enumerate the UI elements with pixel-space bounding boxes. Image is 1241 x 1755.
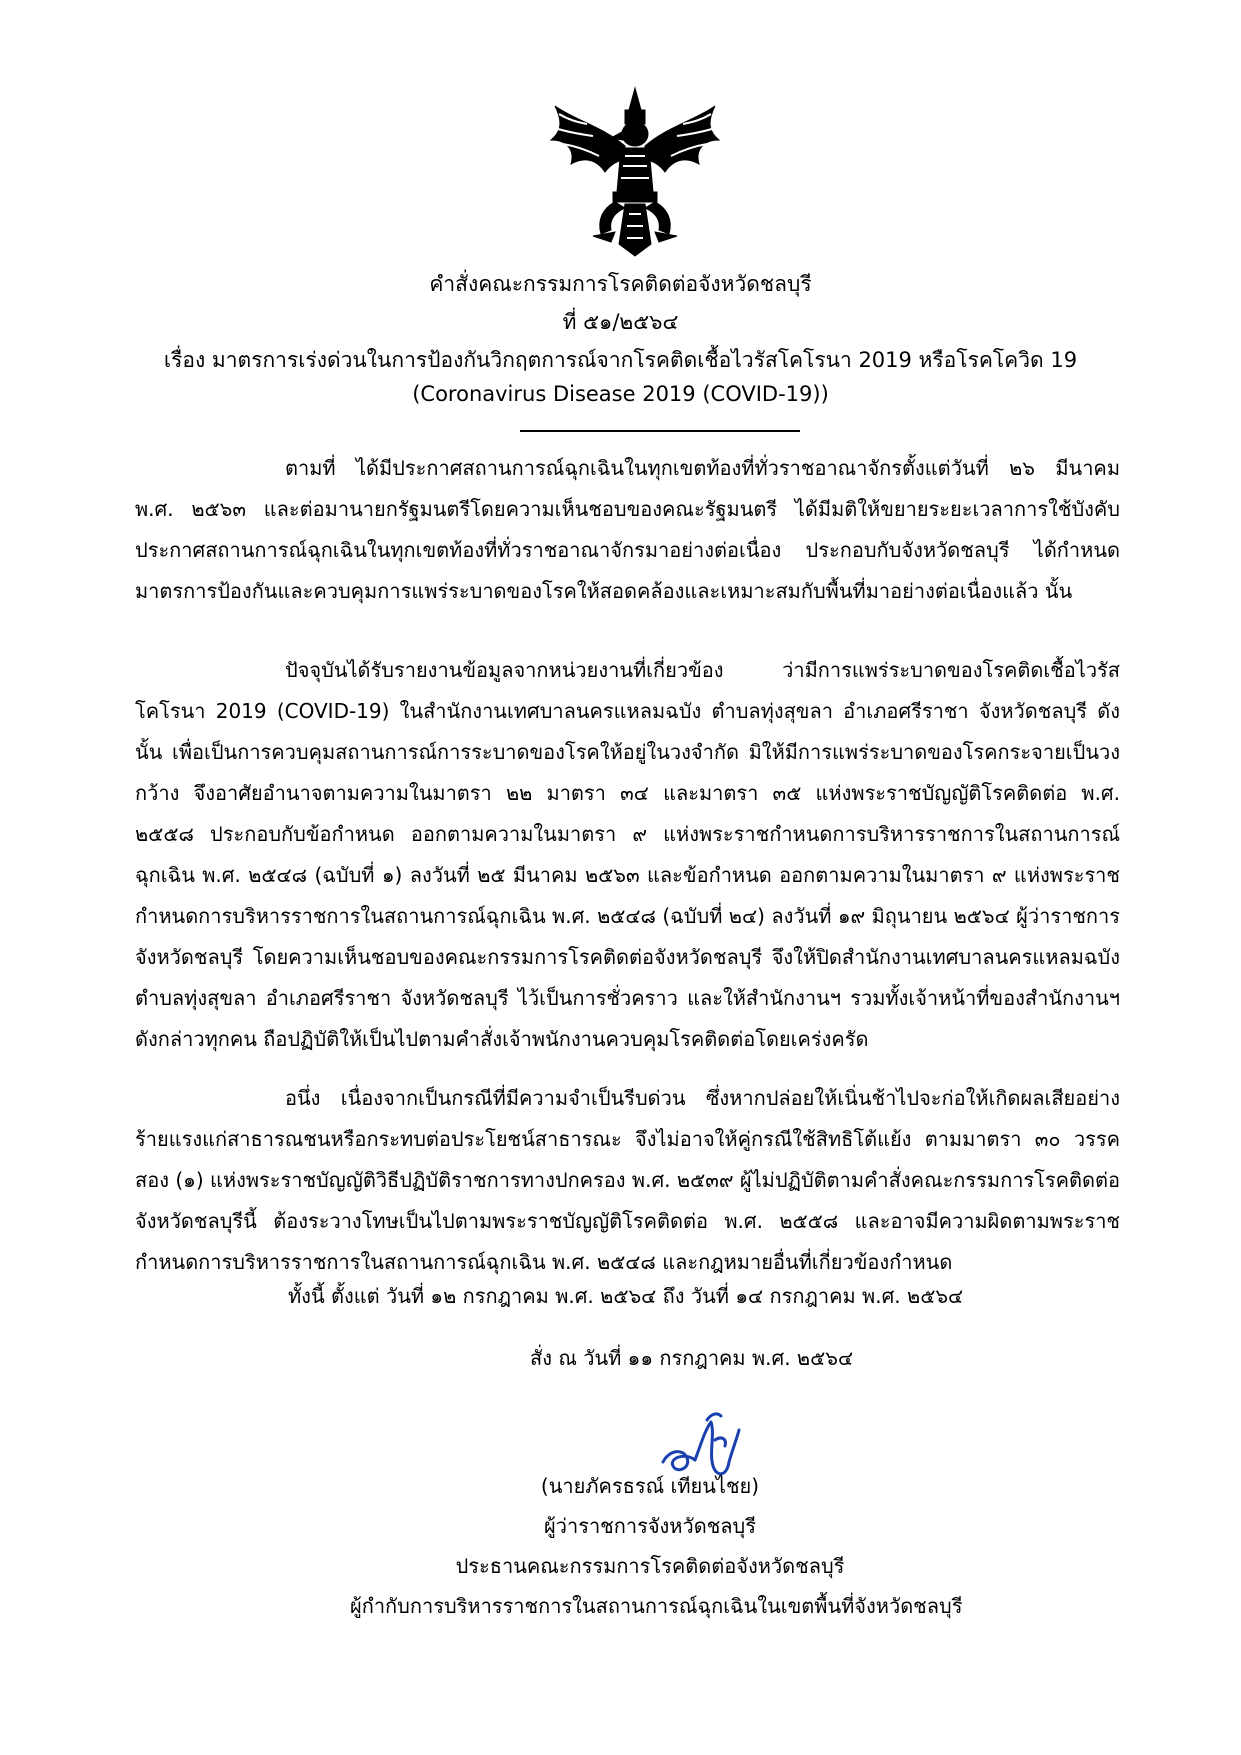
paragraph-background: ตามที่ ได้มีประกาศสถานการณ์ฉุกเฉินในทุกเขตท้องที่ทั่วราชอาณาจักรตั้งแต่วันที่ ๒๖ มีนาคม พ.ศ. ๒๕๖๓ และต่อมานายกรัฐมนตรีโดยความเห็นชอบของคณะรัฐมนตรี ได้มีมติให้ขยายระยะเวลาการใช้บังคับประกาศสถานการณ์ฉุกเฉินในทุกเขตท้องที่ทั่วราชอาณาจักรมาอย่างต่อเนื่อง ประกอบกับจังหวัดชลบุรี ได้กำหนดมาตรการป้องกันและควบคุมการแพร่ระบาดของโรคให้สอดคล้องและเหมาะสมกับพื้นที่มาอย่างต่อเนื่องแล้ว นั้น <box>135 456 1120 603</box>
order-issuer-title: คำสั่งคณะกรรมการโรคติดต่อจังหวัดชลบุรี <box>429 272 812 296</box>
paragraph-order: ปัจจุบันได้รับรายงานข้อมูลจากหน่วยงานที่เกี่ยวข้อง ว่ามีการแพร่ระบาดของโรคติดเชื้อไวรัสโคโรนา 2019 (COVID-19) ในสำนักงานเทศบาลนครแหลมฉบัง ตำบลทุ่งสุขลา อำเภอศรีราชา จังหวัดชลบุรี ดังนั้น เพื่อเป็นการควบคุมสถานการณ์การระบาดของโรคให้อยู่ในวงจำกัด มิให้มีการแพร่ระบาดของโรคกระจายเป็นวงกว้าง จึงอาศัยอำนาจตามความในมาตรา ๒๒ มาตรา ๓๔ และมาตรา ๓๕ แห่งพระราชบัญญัติโรคติดต่อ พ.ศ. ๒๕๕๘ ประกอบกับข้อกำหนด ออกตามความในมาตรา ๙ แห่งพระราชกำหนดการบริหารราชการในสถานการณ์ฉุกเฉิน พ.ศ. ๒๕๔๘ (ฉบับที่ ๑) ลงวันที่ ๒๕ มีนาคม ๒๕๖๓ และข้อกำหนด ออกตามความในมาตรา ๙ แห่งพระราชกำหนดการบริหารราชการในสถานการณ์ฉุกเฉิน พ.ศ. ๒๕๔๘ (ฉบับที่ ๒๔) ลงวันที่ ๑๙ มิถุนายน ๒๕๖๔ ผู้ว่าราชการจังหวัดชลบุรี โดยความเห็นชอบของคณะกรรมการโรคติดต่อจังหวัดชลบุรี จึงให้ปิดสำนักงานเทศบาลนครแหลมฉบัง ตำบลทุ่งสุขลา อำเภอศรีราชา จังหวัดชลบุรี ไว้เป็นการชั่วคราว และให้สำนักงานฯ รวมทั้งเจ้าหน้าที่ของสำนักงานฯ ดังกล่าวทุกคน ถือปฏิบัติให้เป็นไปตามคำสั่งเจ้าพนักงานควบคุมโรคติดต่อโดยเคร่งครัด <box>135 658 1120 1051</box>
signatory-name: (นายภัครธรณ์ เทียนไชย) <box>540 1474 760 1498</box>
garuda-emblem-icon <box>545 80 725 260</box>
signatory-title-emergency-supervisor: ผู้กำกับการบริหารราชการในสถานการณ์ฉุกเฉินในเขตพื้นที่จังหวัดชลบุรี <box>350 1594 963 1618</box>
paragraph-urgency: อนึ่ง เนื่องจากเป็นกรณีที่มีความจำเป็นรีบด่วน ซึ่งหากปล่อยให้เนิ่นช้าไปจะก่อให้เกิดผลเสียอย่างร้ายแรงแก่สาธารณชนหรือกระทบต่อประโยชน์สาธารณะ จึงไม่อาจให้คู่กรณีใช้สิทธิโต้แย้ง ตามมาตรา ๓๐ วรรคสอง (๑) แห่งพระราชบัญญัติวิธีปฏิบัติราชการทางปกครอง พ.ศ. ๒๕๓๙ ผู้ไม่ปฏิบัติตามคำสั่งคณะกรรมการโรคติดต่อจังหวัดชลบุรีนี้ ต้องระวางโทษเป็นไปตามพระราชบัญญัติโรคติดต่อ พ.ศ. ๒๕๕๘ และอาจมีความผิดตามพระราชกำหนดการบริหารราชการในสถานการณ์ฉุกเฉิน พ.ศ. ๒๕๔๘ และกฎหมายอื่นที่เกี่ยวข้องกำหนด <box>135 1086 1121 1274</box>
signatory-title-committee-chair: ประธานคณะกรรมการโรคติดต่อจังหวัดชลบุรี <box>455 1554 845 1578</box>
order-date: สั่ง ณ วันที่ ๑๑ กรกฎาคม พ.ศ. ๒๕๖๔ <box>530 1346 854 1370</box>
header-divider <box>520 430 800 432</box>
order-subject: เรื่อง มาตรการเร่งด่วนในการป้องกันวิกฤตการณ์จากโรคติดเชื้อไวรัสโคโรนา 2019 หรือโรคโควิด 19 <box>163 348 1078 372</box>
order-number: ที่ ๕๑/๒๕๖๔ <box>562 310 679 334</box>
signatory-title-governor: ผู้ว่าราชการจังหวัดชลบุรี <box>544 1514 756 1538</box>
order-subject-english: (Coronavirus Disease 2019 (COVID-19)) <box>412 382 829 406</box>
effective-period: ทั้งนี้ ตั้งแต่ วันที่ ๑๒ กรกฎาคม พ.ศ. ๒๕๖๔ ถึง วันที่ ๑๔ กรกฎาคม พ.ศ. ๒๕๖๔ <box>288 1284 964 1308</box>
